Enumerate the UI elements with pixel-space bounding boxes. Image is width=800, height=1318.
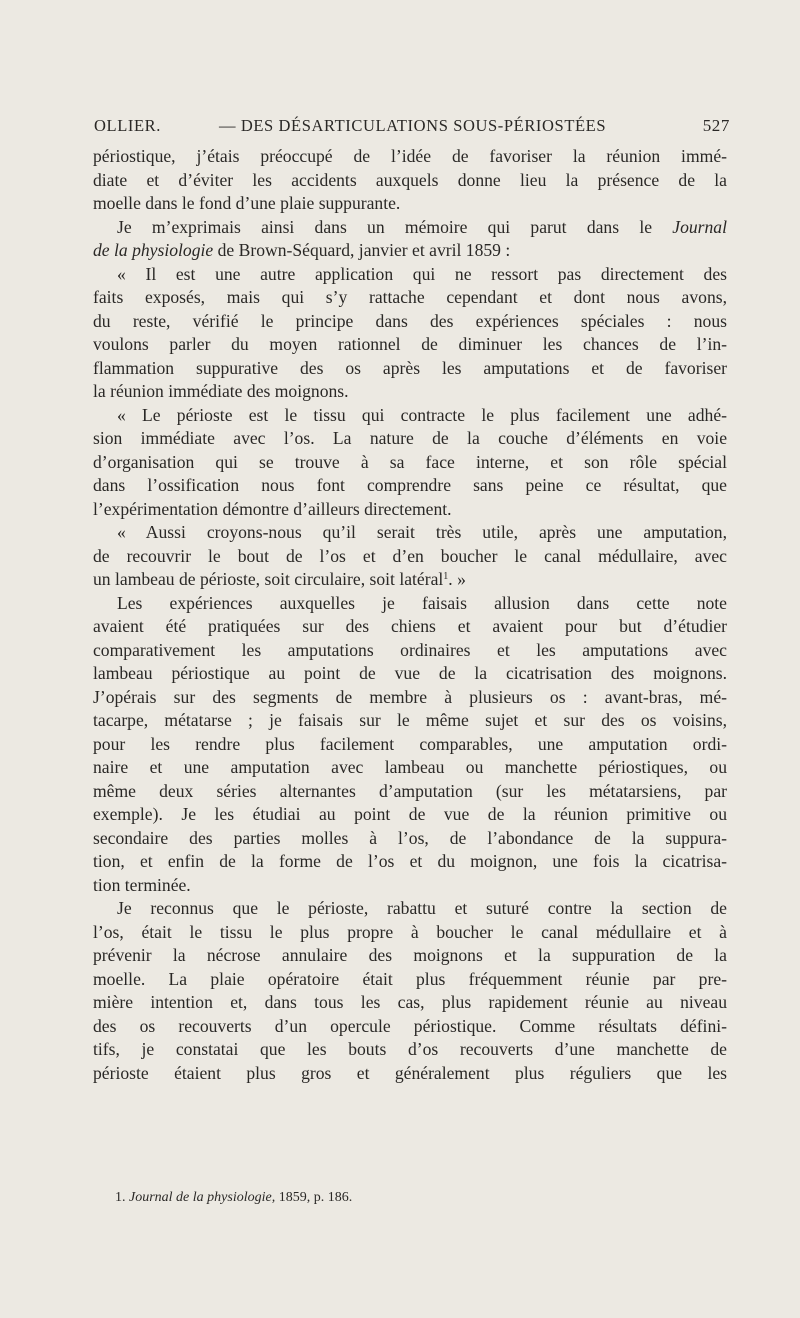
line-text: diate et d’éviter les accidents auxquels donne lieu la présence de la bbox=[93, 169, 727, 190]
text-line bbox=[93, 921, 727, 945]
text-line bbox=[93, 733, 727, 757]
text-line bbox=[93, 380, 727, 404]
footnote-ref: 1 bbox=[443, 571, 449, 582]
text-line bbox=[93, 568, 727, 592]
footnote-journal: Journal de la physiologie, bbox=[129, 1190, 276, 1205]
text-line bbox=[93, 991, 727, 1015]
line-text-tail: de Brown-Séquard, janvier et avril 1859 : bbox=[213, 240, 511, 260]
text-line bbox=[93, 169, 727, 193]
running-head bbox=[94, 116, 730, 140]
text-line bbox=[93, 850, 727, 874]
text-line bbox=[93, 239, 727, 263]
text-line bbox=[93, 756, 727, 780]
line-text: des os recouverts d’un opercule périostique. Comme résultats défini- bbox=[93, 1015, 727, 1036]
line-text: prévenir la nécrose annulaire des moignons et la suppuration de la bbox=[93, 945, 727, 965]
line-text: de recouvrir le bout de l’os et d’en boucher le canal médullaire, avec bbox=[93, 545, 727, 566]
line-text: tacarpe, métatarse ; je faisais sur le même sujet et sur des os voisins, bbox=[93, 710, 727, 730]
text-line bbox=[93, 686, 727, 710]
text-line bbox=[93, 145, 727, 169]
text-line bbox=[93, 474, 727, 498]
line-text: moelle dans le fond d’une plaie suppurante. bbox=[93, 193, 401, 213]
line-text: l’expérimentation démontre d’ailleurs directement. bbox=[93, 498, 452, 519]
text-line bbox=[93, 662, 727, 686]
line-text: du reste, vérifié le principe dans des expériences spéciales : nous bbox=[93, 310, 727, 331]
text-line bbox=[93, 333, 727, 357]
line-text: pour les rendre plus facilement comparables, une amputation ordi- bbox=[93, 733, 727, 754]
text-line bbox=[93, 803, 727, 827]
line-text: Je reconnus que le périoste, rabattu et suturé contre la section de bbox=[117, 898, 727, 918]
running-head-title: — DES DÉSARTICULATIONS SOUS-PÉRIOSTÉES bbox=[219, 116, 607, 135]
text-line bbox=[93, 1062, 727, 1086]
text-line bbox=[93, 451, 727, 475]
line-text: l’os, était le tissu le plus propre à boucher le canal médullaire et à bbox=[93, 921, 727, 942]
line-text: « Aussi croyons-nous qu’il serait très utile, après une amputation, bbox=[117, 522, 727, 542]
text-line bbox=[93, 1038, 727, 1062]
line-text: dans l’ossification nous font comprendre sans peine ce résultat, que bbox=[93, 475, 727, 495]
line-italic: de la physiologie bbox=[93, 240, 214, 260]
text-line bbox=[93, 897, 727, 921]
text-line bbox=[93, 968, 727, 992]
text-line bbox=[93, 286, 727, 310]
line-text: lambeau périostique au point de vue de la cicatrisation des moignons. bbox=[93, 663, 727, 683]
page-number: 527 bbox=[702, 116, 730, 135]
text-line bbox=[93, 780, 727, 804]
footnote-citation: 1859, p. 186. bbox=[275, 1190, 353, 1205]
line-text: mière intention et, dans tous les cas, plus rapidement réunie au niveau bbox=[93, 992, 727, 1012]
line-text: avaient été pratiquées sur des chiens et avaient pour but d’étudier bbox=[93, 616, 727, 636]
line-text: sion immédiate avec l’os. La nature de la couche d’éléments en voie bbox=[93, 428, 727, 448]
text-line bbox=[93, 310, 727, 334]
text-line bbox=[93, 545, 727, 569]
line-text: d’organisation qui se trouve à sa face interne, et son rôle spécial bbox=[93, 451, 727, 472]
line-text: la réunion immédiate des moignons. bbox=[93, 381, 349, 401]
text-line bbox=[93, 216, 727, 240]
text-line bbox=[93, 521, 727, 545]
line-text-tail: . » bbox=[448, 569, 466, 589]
line-text: secondaire des parties molles à l’os, de l’abondance de la suppura- bbox=[93, 827, 727, 848]
text-line bbox=[93, 592, 727, 616]
line-text: Je m’exprimais ainsi dans un mémoire qui parut dans le bbox=[117, 216, 673, 237]
text-line bbox=[93, 615, 727, 639]
line-text: voulons parler du moyen rationnel de diminuer les chances de l’in- bbox=[93, 334, 727, 354]
line-text: un lambeau de périoste, soit circulaire, soit latéral bbox=[93, 569, 444, 589]
text-line bbox=[93, 192, 727, 216]
line-text: tion, et enfin de la forme de l’os et du moignon, une fois la cicatrisa- bbox=[93, 851, 727, 871]
line-text: tion terminée. bbox=[93, 874, 191, 895]
text-line bbox=[93, 357, 727, 381]
line-text: « Il est une autre application qui ne ressort pas directement des bbox=[117, 263, 727, 284]
body-text bbox=[93, 145, 727, 1085]
running-head-author: OLLIER. bbox=[94, 116, 161, 135]
text-line bbox=[93, 404, 727, 428]
line-text: périostique, j’étais préoccupé de l’idée de favoriser la réunion immé- bbox=[93, 146, 727, 166]
line-text: naire et une amputation avec lambeau ou manchette périostiques, ou bbox=[93, 757, 727, 777]
line-italic: Journal bbox=[672, 216, 727, 237]
text-line bbox=[93, 498, 727, 522]
text-line bbox=[93, 427, 727, 451]
text-line bbox=[93, 874, 727, 898]
line-text: flammation suppurative des os après les amputations et de favoriser bbox=[93, 357, 727, 378]
line-text: J’opérais sur des segments de membre à plusieurs os : avant-bras, mé- bbox=[93, 686, 727, 707]
line-text: périoste étaient plus gros et généralement plus réguliers que les bbox=[93, 1062, 727, 1083]
line-text: comparativement les amputations ordinaires et les amputations avec bbox=[93, 639, 727, 660]
text-line bbox=[93, 709, 727, 733]
text-line bbox=[93, 639, 727, 663]
line-text: faits exposés, mais qui s’y rattache cependant et dont nous avons, bbox=[93, 287, 727, 307]
line-text: même deux séries alternantes d’amputation (sur les métatarsiens, par bbox=[93, 780, 727, 801]
text-line bbox=[93, 1015, 727, 1039]
line-text: tifs, je constatai que les bouts d’os recouverts d’une manchette de bbox=[93, 1039, 727, 1059]
line-text: exemple). Je les étudiai au point de vue de la réunion primitive ou bbox=[93, 804, 727, 824]
text-line bbox=[93, 263, 727, 287]
footnote-number: 1. bbox=[115, 1190, 126, 1205]
text-line bbox=[93, 827, 727, 851]
line-text: « Le périoste est le tissu qui contracte le plus facilement une adhé- bbox=[117, 404, 727, 425]
line-text: Les expériences auxquelles je faisais allusion dans cette note bbox=[117, 592, 727, 613]
text-line bbox=[93, 944, 727, 968]
line-text: moelle. La plaie opératoire était plus fréquemment réunie par pre- bbox=[93, 968, 727, 989]
footnote bbox=[115, 1190, 352, 1206]
